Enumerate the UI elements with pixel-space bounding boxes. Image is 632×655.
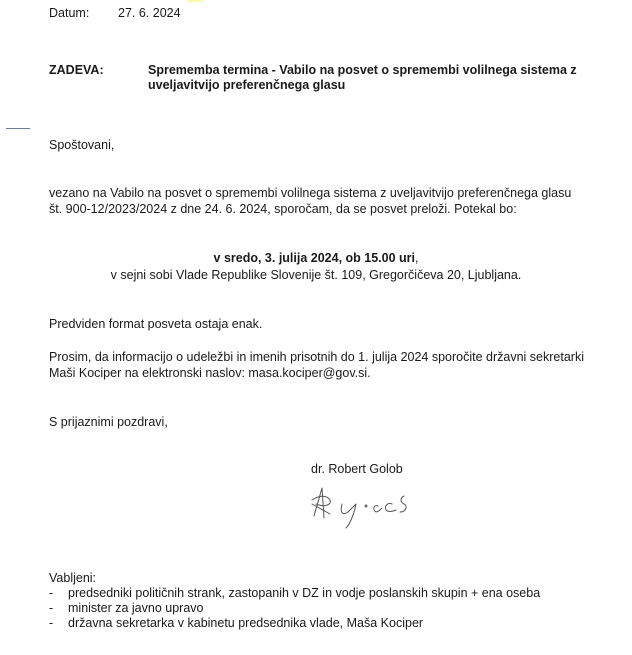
paragraph-3-line-2: Maši Kociper na elektronski naslov: masa.kociper@gov.si. [49, 366, 371, 380]
highlighter-mark [186, 0, 204, 2]
signature-icon [308, 474, 418, 530]
paragraph-3-line-1: Prosim, da informacijo o udeležbi in imenih prisotnih do 1. julija 2024 sporočite državni sekretarki [49, 350, 584, 364]
meeting-time-line [0, 251, 632, 265]
subject-line-1: Sprememba termina - Vabilo na posvet o spremembi volilnega sistema z [148, 63, 577, 77]
paragraph-1-line-2: št. 900-12/2023/2024 z dne 24. 6. 2024, sporočam, da se posvet preloži. Potekal bo: [49, 202, 517, 216]
meeting-time-comma: , [415, 251, 419, 265]
invited-item [49, 586, 540, 600]
invited-item [49, 616, 423, 630]
invited-item-text: državna sekretarka v kabinetu predsednika vlade, Maša Kociper [68, 616, 424, 630]
paragraph-2: Predviden format posveta ostaja enak. [49, 317, 263, 331]
subject-label: ZADEVA: [49, 63, 104, 77]
subject-line-2: uveljavitvijo preferenčnega glasu [148, 78, 346, 92]
invited-item-text: minister za javno upravo [68, 601, 204, 615]
date-label: Datum: [49, 6, 90, 20]
greeting: Spoštovani, [49, 138, 115, 152]
bullet-dash: - [49, 616, 54, 630]
invited-item-text: predsedniki političnih strank, zastopanih v DZ in vodje poslanskih skupin + ena oseba [68, 586, 541, 600]
date-value: 27. 6. 2024 [118, 6, 181, 20]
paragraph-1-line-1: vezano na Vabilo na posvet o spremembi volilnega sistema z uveljavitvijo preferenčnega glasu [49, 186, 572, 200]
meeting-time: v sredo, 3. julija 2024, ob 15.00 uri [213, 251, 415, 265]
signatory-name: dr. Robert Golob [311, 462, 403, 476]
margin-mark [6, 128, 30, 129]
invited-label: Vabljeni: [49, 571, 97, 585]
bullet-dash: - [49, 586, 54, 600]
bullet-dash: - [49, 601, 54, 615]
invited-item [49, 601, 203, 615]
meeting-place: v sejni sobi Vlade Republike Slovenije št. 109, Gregorčičeva 20, Ljubljana. [110, 268, 522, 282]
closing: S prijaznimi pozdravi, [49, 415, 168, 429]
